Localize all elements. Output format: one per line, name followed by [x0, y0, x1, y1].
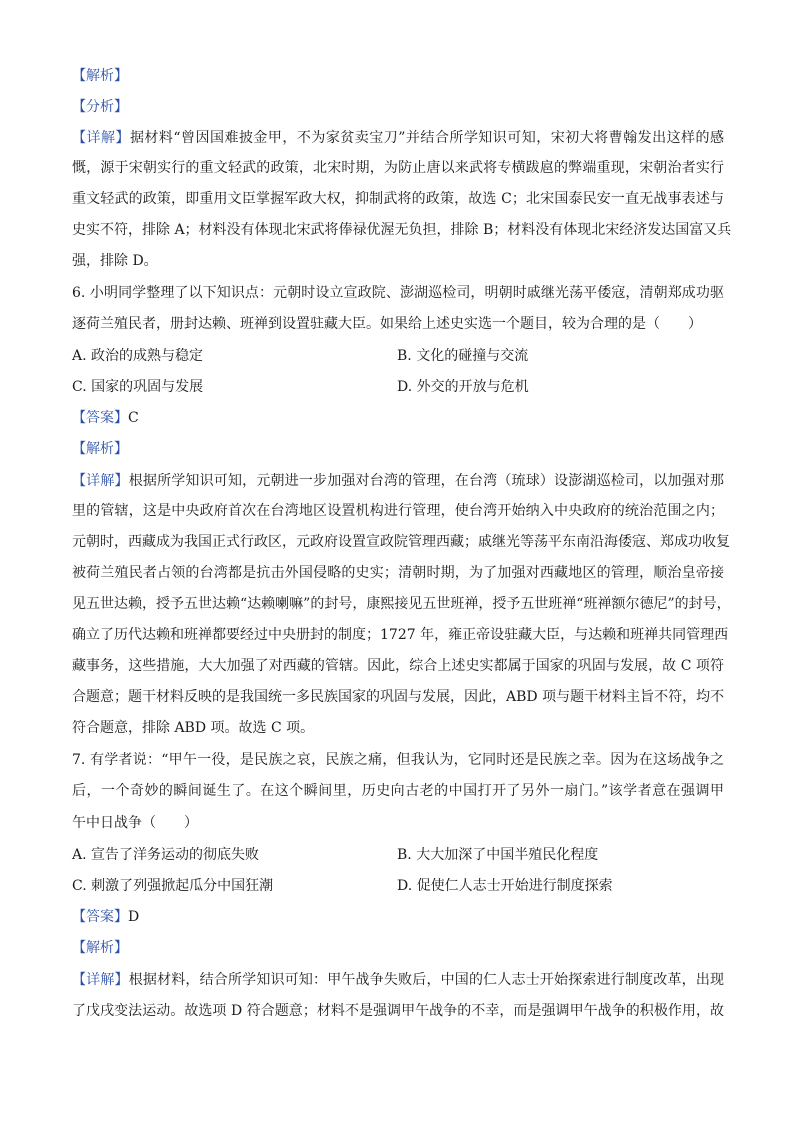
q6-jiexi-tag: 【解析】 — [72, 441, 128, 457]
q6-stem-line: 逐荷兰殖民者，册封达赖、班禅到设置驻藏大臣。如果给上述史实选一个题目，较为合理的是（ ） — [72, 316, 702, 332]
q6-detail-line: 被荷兰殖民者占领的台湾都是抗击外国侵略的史实；清朝时期，为了加强对西藏地区的管理，顺治皇帝接 — [72, 565, 724, 581]
q7-detail-line — [72, 970, 724, 990]
q7-answer-tag: 【答案】 — [72, 909, 128, 925]
q7-option-c: C. 刺激了列强掀起瓜分中国狂潮 — [72, 878, 274, 894]
q6-detail-line: 确立了历代达赖和班禅都要经过中央册封的制度；1727 年，雍正帝设驻藏大臣，与达赖和班禅共同管理西 — [72, 627, 729, 643]
q5-jiexi-tag: 【解析】 — [72, 68, 128, 84]
q5-detail-line — [72, 128, 724, 148]
q5-detail-line: 史实不符，排除 A；材料没有体现北宋武将俸禄优渥无负担，排除 B；材料没有体现北宋经济发达国富又兵 — [72, 222, 732, 238]
q5-detail-line: 慨，源于宋朝实行的重文轻武的政策，北宋时期，为防止唐以来武将专横跋扈的弊端重现，宋朝治者实行 — [72, 160, 724, 176]
q5-detail-line: 强，排除 D。 — [72, 253, 158, 269]
q6-answer: C — [128, 410, 139, 426]
q6-detail-line: 元朝时，西藏成为我国正式行政区，元政府设置宣政院管理西藏；戚继光等荡平东南沿海倭寇、郑成功收复 — [72, 534, 730, 550]
q7-detail-text: 根据材料，结合所学知识可知：甲午战争失败后，中国的仁人志士开始探索进行制度改革，出现 — [128, 972, 725, 988]
q6-option-b: B. 文化的碰撞与交流 — [397, 348, 529, 364]
q5-detail-line: 重文轻武的政策，即重用文臣掌握军政大权，抑制武将的政策，故选 C；北宋国泰民安一直无战事表述与 — [72, 191, 724, 207]
q6-option-c: C. 国家的巩固与发展 — [72, 379, 204, 395]
q6-answer-line — [72, 408, 724, 428]
q6-option-d: D. 外交的开放与危机 — [397, 379, 529, 395]
q6-detail-line: 合题意；题干材料反映的是我国统一多民族国家的巩固与发展，因此，ABD 项与题干材料主旨不符，均不 — [72, 689, 725, 705]
q7-detail-tag: 【详解】 — [72, 972, 129, 988]
q5-detail-text: 据材料“曾因国难披金甲，不为家贫卖宝刀”并结合所学知识可知，宋初大将曹翰发出这样的感 — [129, 130, 725, 146]
q6-detail-line: 里的管辖，这是中央政府首次在台湾地区设置机构进行管理，使台湾开始纳入中央政府的统治范围之内； — [72, 503, 724, 519]
q5-fenxi-tag: 【分析】 — [72, 99, 128, 115]
q7-stem-line: 后，一个奇妙的瞬间诞生了。在这个瞬间里，历史向古老的中国打开了另外一扇门。”该学者意在强调甲 — [72, 783, 724, 799]
q7-option-b: B. 大大加深了中国半殖民化程度 — [397, 847, 599, 863]
q6-detail-text: 根据所学知识可知，元朝进一步加强对台湾的管理，在台湾（琉球）设澎湖巡检司，以加强对那 — [128, 473, 725, 489]
q6-detail-line: 符合题意，排除 ABD 项。故选 C 项。 — [72, 720, 315, 736]
q6-detail-line — [72, 471, 724, 491]
q7-stem-line: 午中日战争（ ） — [72, 815, 198, 831]
q7-stem-line: 7. 有学者说：“甲午一役，是民族之哀，民族之痛，但我认为，它同时还是民族之幸。因为在这场战争之 — [72, 752, 724, 768]
q7-answer: D — [128, 909, 140, 925]
q6-detail-tag: 【详解】 — [72, 473, 129, 489]
q7-jiexi-tag: 【解析】 — [72, 940, 128, 956]
q7-option-d: D. 促使仁人志士开始进行制度探索 — [397, 878, 613, 894]
q6-detail-line: 藏事务，这些措施，大大加强了对西藏的管辖。因此，综合上述史实都属于国家的巩固与发展，故 C 项符 — [72, 658, 724, 674]
q7-answer-line — [72, 907, 724, 927]
q6-detail-line: 见五世达赖，授予五世达赖“达赖喇嘛”的封号，康熙接见五世班禅，授予五世班禅“班禅额尔德尼”的封号， — [72, 596, 731, 612]
q6-stem-line: 6. 小明同学整理了以下知识点：元朝时设立宣政院、澎湖巡检司，明朝时戚继光荡平倭寇，清朝郑成功驱 — [72, 285, 724, 301]
q5-detail-tag: 【详解】 — [72, 130, 130, 146]
q7-option-a: A. 宣告了洋务运动的彻底失败 — [72, 847, 260, 863]
q7-detail-line: 了戊戌变法运动。故选项 D 符合题意；材料不是强调甲午战争的不幸，而是强调甲午战争的积极作用，故 — [72, 1003, 724, 1019]
q6-answer-tag: 【答案】 — [72, 410, 128, 426]
q6-option-a: A. 政治的成熟与稳定 — [72, 348, 204, 364]
